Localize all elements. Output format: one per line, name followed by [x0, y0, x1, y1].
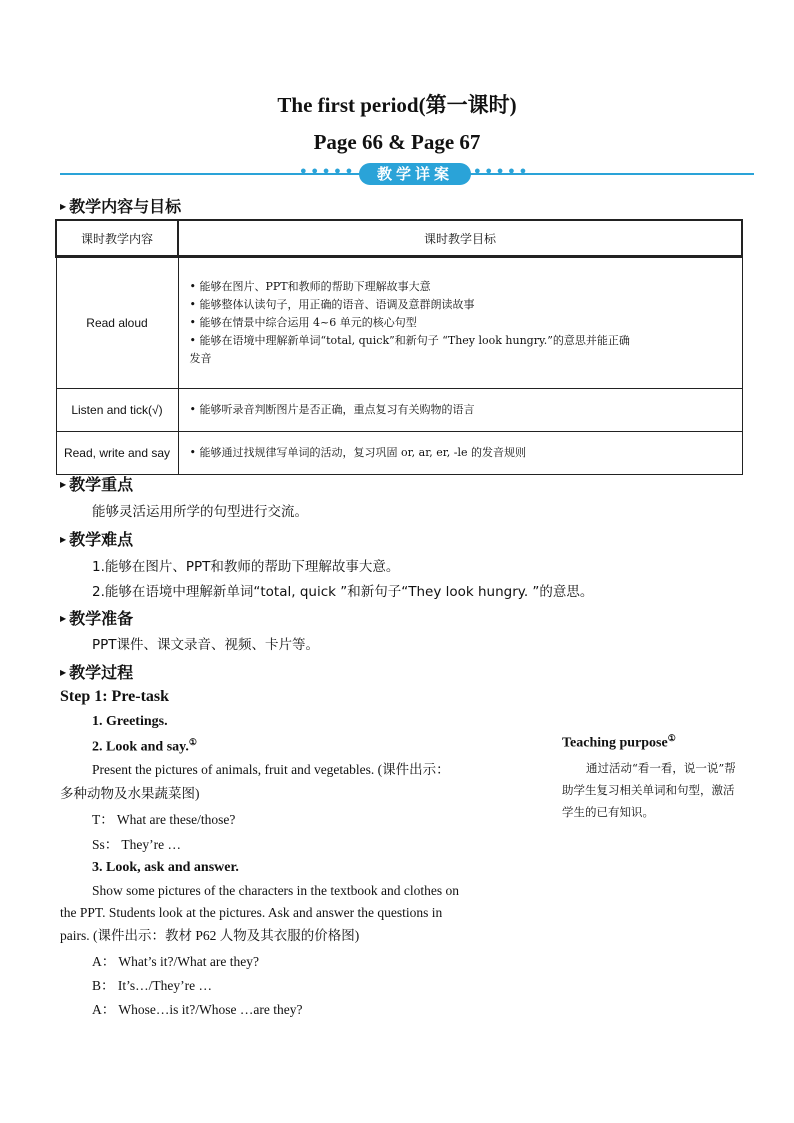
goal-line: 发音: [189, 352, 212, 365]
table-header-row: [56, 220, 742, 257]
dialogue-line: T： What are these/those?: [92, 812, 236, 827]
table-cell-goals: [178, 389, 742, 432]
table-row: [56, 432, 742, 475]
heading-process: ▶ 教学过程: [60, 663, 134, 682]
heading-preparation: ▶ 教学准备: [60, 609, 134, 628]
difficulty-1: 1.能够在图片、PPT和教师的帮助下理解故事大意。: [92, 559, 400, 575]
table-cell-goals: [178, 257, 742, 389]
step-look-ask: 3. Look, ask and answer.: [92, 860, 239, 875]
page-title: The first period(第一课时): [277, 93, 517, 117]
step-look-say: 2. Look and say.①: [92, 737, 197, 755]
step-greetings: 1. Greetings.: [92, 714, 168, 729]
heading-difficulties: ▶ 教学难点: [60, 530, 134, 549]
dialogue-line: A： Whose…is it?/Whose …are they?: [92, 1002, 303, 1017]
step-title: Step 1: Pre-task: [60, 688, 170, 705]
show-text: the PPT. Students look at the pictures. Ask and answer the questions in: [60, 905, 443, 920]
preparation-text: PPT课件、课文录音、视频、卡片等。: [92, 637, 320, 653]
difficulty-2: 2.能够在语境中理解新单词“total, quick ”和新句子“They look hungry. ”的意思。: [92, 584, 594, 600]
section-banner: [60, 160, 754, 188]
table-row: [56, 389, 742, 432]
dialogue-line: B： It’s…/They’re …: [92, 978, 212, 993]
key-points-text: 能够灵活运用所学的句型进行交流。: [92, 504, 308, 520]
goal-line: • 能够在图片、PPT和教师的帮助下理解故事大意: [189, 280, 431, 293]
dialogue-line: Ss： They’re …: [92, 837, 181, 852]
banner-dots-right: ● ● ● ● ●: [474, 165, 528, 177]
table-cell-content: Read, write and say: [56, 432, 178, 475]
table-row: [56, 257, 742, 389]
banner-dots-left: ● ● ● ● ●: [300, 165, 354, 177]
show-text: pairs. (课件出示：教材 P62 人物及其衣服的价格图): [60, 928, 360, 943]
table-cell-content: Read aloud: [56, 257, 178, 389]
teaching-purpose-text: 通过活动“看一看，说一说”帮助学生复习相关单词和句型，激活学生的已有知识。: [562, 761, 736, 819]
table-cell-content: Listen and tick(√): [56, 389, 178, 432]
goal-line: • 能够通过找规律写单词的活动，复习巩固 or, ar, er, -le 的发音规则: [189, 446, 527, 459]
teaching-purpose-heading: Teaching purpose①: [562, 733, 676, 751]
table-cell-goals: [178, 432, 742, 475]
show-text: Show some pictures of the characters in the textbook and clothes on: [92, 883, 460, 898]
goals-table: [55, 219, 743, 475]
goal-line: • 能够在语境中理解新单词“total, quick”和新句子 “They look hungry.”的意思并能正确: [189, 334, 630, 347]
heading-content-goals: ▶ 教学内容与目标: [60, 197, 182, 216]
banner-label: 教学详案: [359, 163, 471, 185]
heading-key-points: ▶ 教学重点: [60, 475, 134, 494]
page-subtitle: Page 66 & Page 67: [313, 130, 481, 154]
present-text: Present the pictures of animals, fruit and vegetables. (课件出示：: [92, 762, 450, 777]
table-header-content: 课时教学内容: [56, 220, 178, 257]
goal-line: • 能够整体认读句子，用正确的语音、语调及意群朗读故事: [189, 298, 475, 311]
goal-line: • 能够听录音判断图片是否正确，重点复习有关购物的语言: [189, 403, 475, 416]
present-text-2: 多种动物及水果蔬菜图): [60, 786, 200, 801]
goal-line: • 能够在情景中综合运用 4~6 单元的核心句型: [189, 316, 417, 329]
dialogue-line: A： What’s it?/What are they?: [92, 954, 259, 969]
table-header-goals: 课时教学目标: [178, 220, 742, 257]
